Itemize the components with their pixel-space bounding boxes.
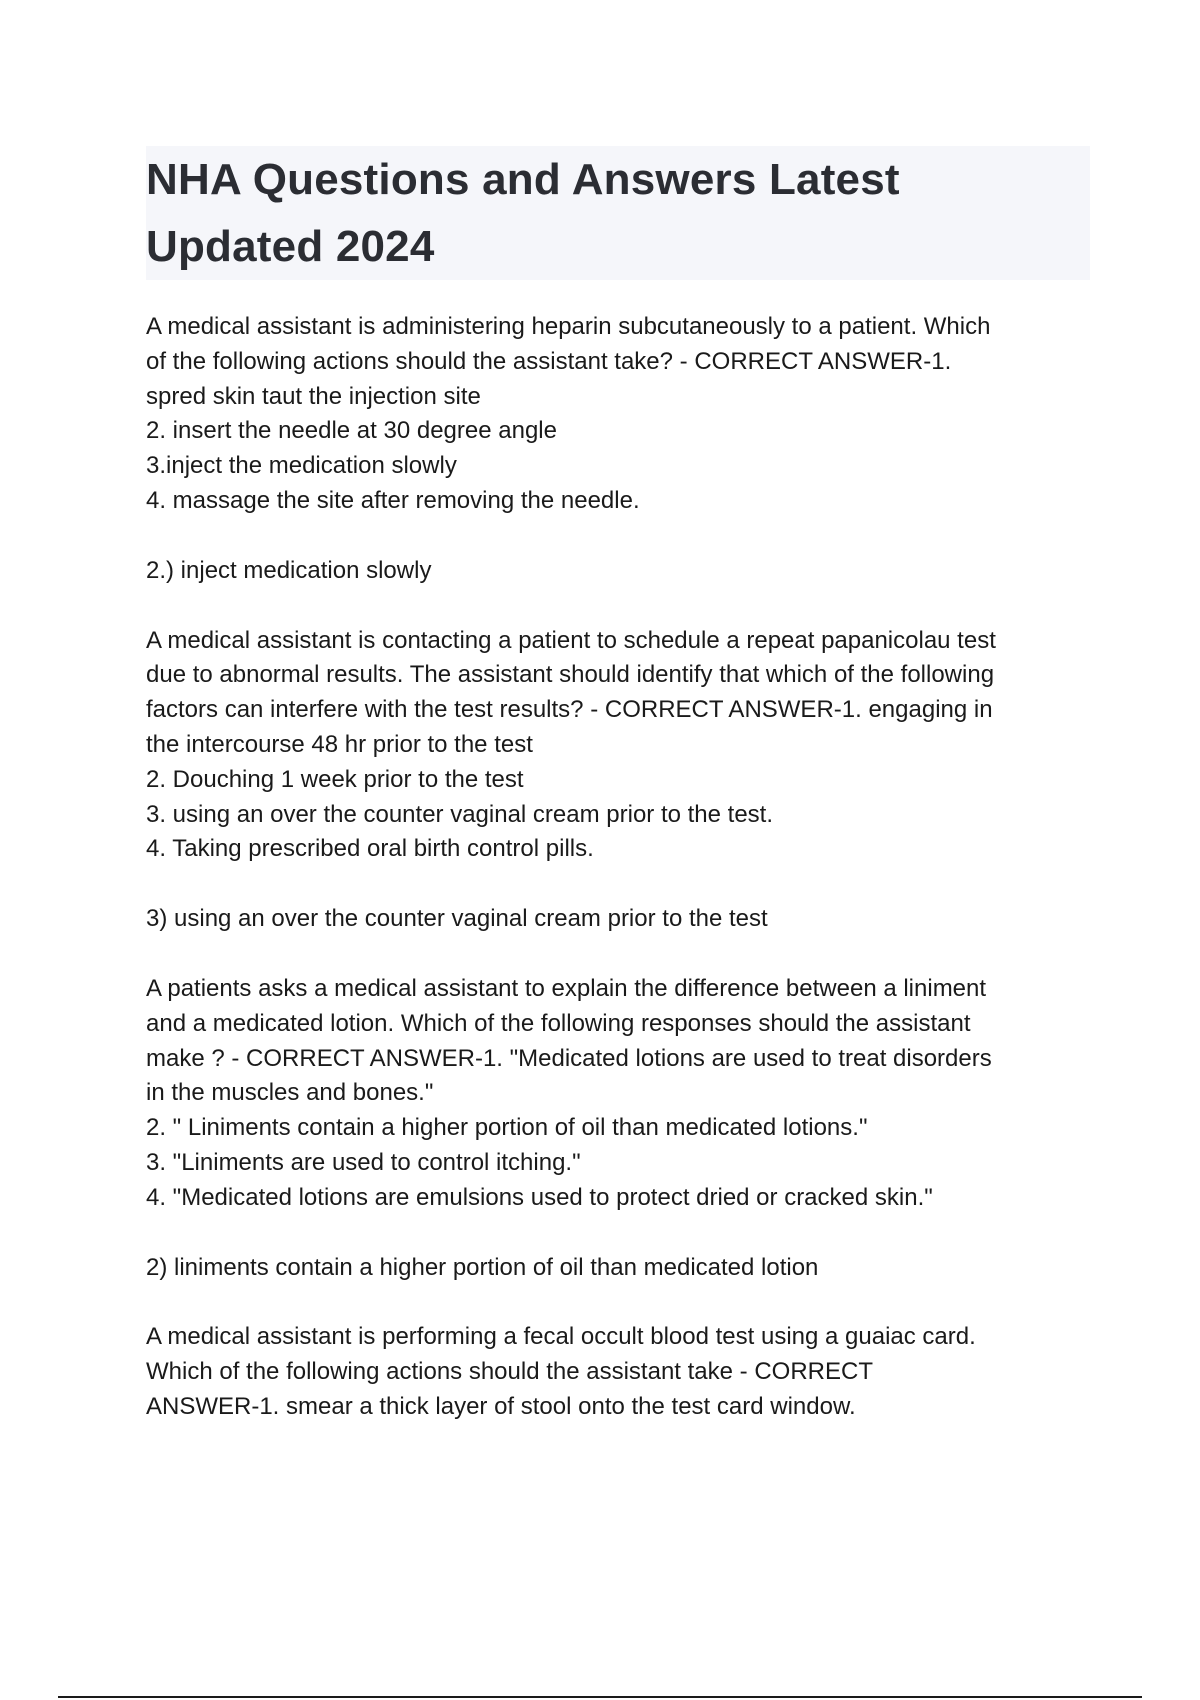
question-line: spred skin taut the injection site [146, 382, 481, 410]
document-body [146, 310, 1086, 1460]
option-line: 4. Taking prescribed oral birth control pills. [146, 835, 594, 863]
answer-line-1: 2.) inject medication slowly [146, 556, 432, 584]
question-line: in the muscles and bones." [146, 1079, 434, 1107]
option-line: 3. "Liniments are used to control itching." [146, 1148, 581, 1176]
title-block [146, 146, 1090, 280]
title-line-1: NHA Questions and Answers Latest [146, 155, 900, 204]
option-line: 2. " Liniments contain a higher portion of oil than medicated lotions." [146, 1114, 868, 1142]
option-line: 3.inject the medication slowly [146, 452, 457, 480]
question-line: factors can interfere with the test results? - CORRECT ANSWER-1. engaging in [146, 696, 993, 724]
question-line: Which of the following actions should the assistant take - CORRECT [146, 1358, 873, 1386]
question-block-3 [146, 972, 1086, 1216]
question-line: and a medicated lotion. Which of the following responses should the assistant [146, 1009, 971, 1037]
question-line: due to abnormal results. The assistant should identify that which of the following [146, 661, 995, 689]
question-line: of the following actions should the assistant take? - CORRECT ANSWER-1. [146, 347, 952, 375]
option-line: 2. insert the needle at 30 degree angle [146, 417, 557, 445]
question-block-2 [146, 624, 1086, 868]
question-line: A patients asks a medical assistant to explain the difference between a liniment [146, 974, 987, 1002]
question-line: A medical assistant is performing a fecal occult blood test using a guaiac card. [146, 1323, 976, 1351]
option-line: 4. massage the site after removing the needle. [146, 486, 640, 514]
answer-line-3: 2) liniments contain a higher portion of oil than medicated lotion [146, 1253, 819, 1281]
title-line-2: Updated 2024 [146, 222, 435, 271]
option-line: 4. "Medicated lotions are emulsions used to protect dried or cracked skin." [146, 1183, 933, 1211]
question-line: ANSWER-1. smear a thick layer of stool onto the test card window. [146, 1392, 856, 1420]
question-block-4 [146, 1320, 1086, 1424]
question-line: the intercourse 48 hr prior to the test [146, 730, 533, 758]
document-title [146, 146, 1090, 280]
footer-divider [58, 1696, 1142, 1698]
question-line: A medical assistant is administering heparin subcutaneously to a patient. Which [146, 313, 991, 340]
question-line: make ? - CORRECT ANSWER-1. "Medicated lotions are used to treat disorders [146, 1044, 992, 1072]
answer-line-2: 3) using an over the counter vaginal cream prior to the test [146, 905, 768, 933]
option-line: 3. using an over the counter vaginal cream prior to the test. [146, 800, 774, 828]
question-line: A medical assistant is contacting a patient to schedule a repeat papanicolau test [146, 626, 996, 654]
option-line: 2. Douching 1 week prior to the test [146, 765, 524, 793]
question-block-1 [146, 310, 1086, 519]
